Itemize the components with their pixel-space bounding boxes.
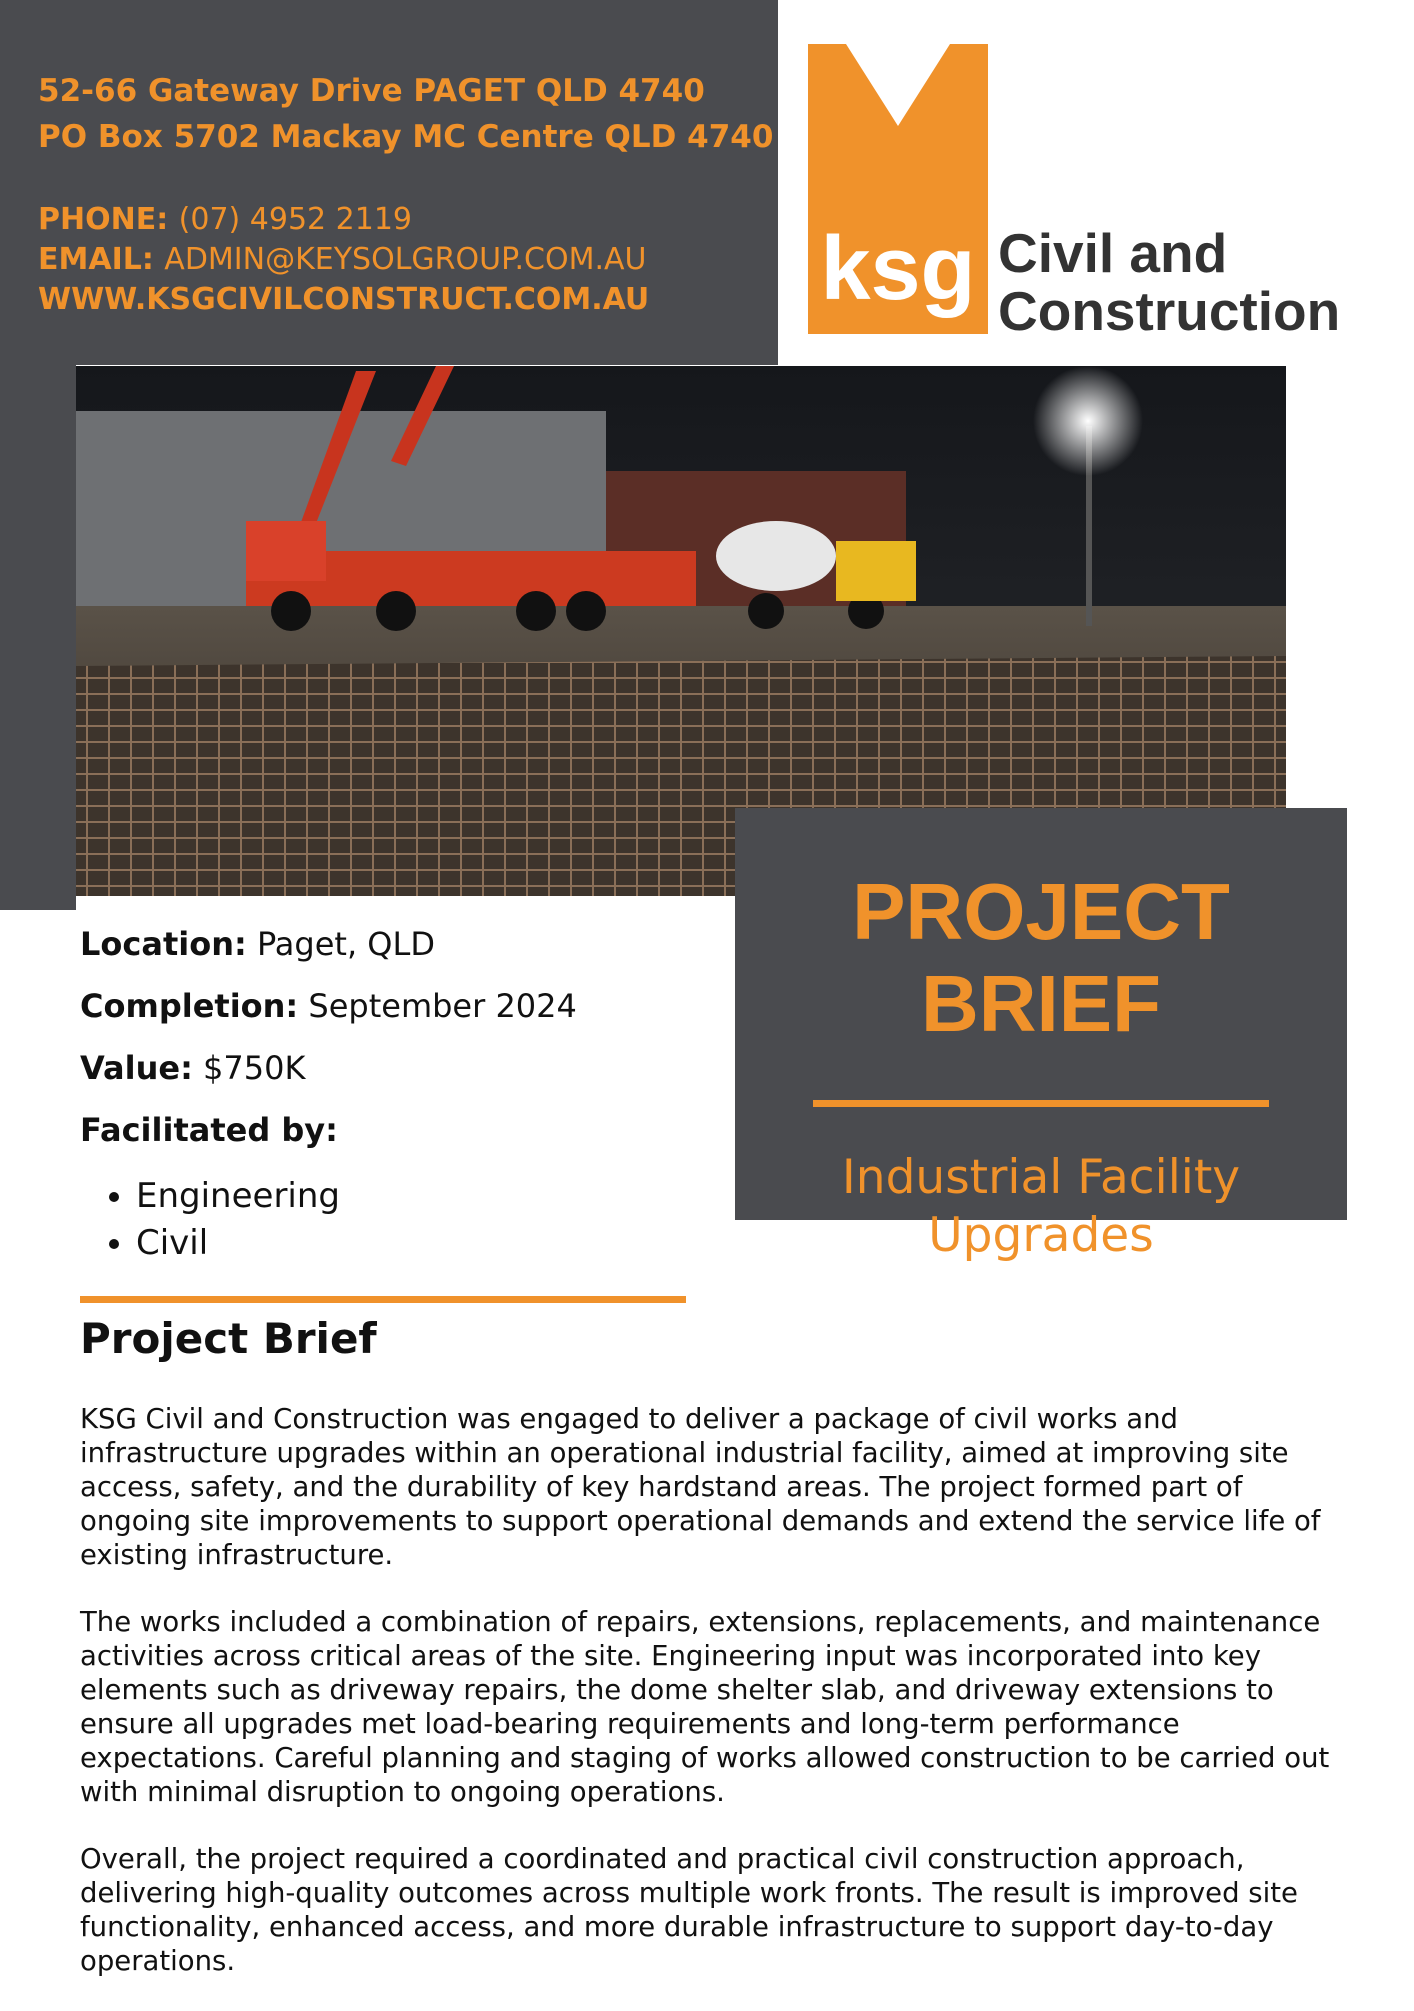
phone-label: PHONE: [38,202,169,237]
section-divider [80,1296,686,1303]
completion-label: Completion: [80,987,299,1025]
logo-line-1: Civil and [998,222,1228,284]
brief-panel-subtitle [735,1149,1347,1265]
contact-block [38,200,649,320]
list-item: • Engineering [136,1173,577,1220]
address-line-1: 52-66 Gateway Drive PAGET QLD 4740 [38,73,705,109]
website-link[interactable]: WWW.KSGCIVILCONSTRUCT.COM.AU [38,282,650,317]
email-link[interactable]: ADMIN@KEYSOLGROUP.COM.AU [164,242,647,277]
value-amount: $750K [203,1049,306,1087]
mixer-drum [716,521,836,591]
address-line-2: PO Box 5702 Mackay MC Centre QLD 4740 [38,119,774,155]
brief-panel-divider [813,1100,1269,1107]
facilitated-label: Facilitated by: [80,1111,338,1149]
paragraph: Overall, the project required a coordinated and practical civil construction approach, delivering high-quality outcomes across multiple work fronts. The result is improved site functionality, enhanced access, and more durable infrastructure to support day-to-day operations. [80,1843,1298,1977]
project-brief-heading: Project Brief [80,1314,377,1363]
flood-light [1033,366,1143,476]
project-brief-body [80,1402,1350,2011]
value-label: Value: [80,1049,193,1087]
brief-subtitle-line-2: Upgrades [928,1208,1154,1263]
left-band [0,365,76,910]
project-details [80,925,577,1267]
mixer-truck-cab [836,541,916,601]
facilitated-list [80,1173,577,1267]
brief-panel-title: PROJECT BRIEF [852,867,1230,1048]
pump-truck-cab [246,521,326,581]
location-value: Paget, QLD [256,925,435,963]
list-item: • Civil [136,1220,577,1267]
location-label: Location: [80,925,247,963]
facilitated-row [80,1111,577,1173]
phone-number[interactable]: (07) 4952 2119 [178,202,413,237]
email-label: EMAIL: [38,242,154,277]
value-row [80,1049,577,1111]
paragraph: KSG Civil and Construction was engaged to deliver a package of civil works and infrastructure upgrades within an operational industrial facility, aimed at improving site access, safety, and the durability of key hardstand areas. The project formed part of ongoing site improvements to support operational demands and extend the service life of existing infrastructure. [80,1403,1321,1571]
logo-line-2: Construction [998,280,1341,342]
address-block [38,68,773,160]
brief-subtitle-line-1: Industrial Facility [841,1150,1241,1205]
completion-row [80,987,577,1049]
paragraph: The works included a combination of repairs, extensions, replacements, and maintenance activities across critical areas of the site. Engineering input was incorporated into key elements such as driveway repairs, the dome shelter slab, and driveway extensions to ensure all upgrades met load-bearing requirements and long-term performance expectations. Careful planning and staging of works allowed construction to be carried out with minimal disruption to ongoing operations. [80,1606,1330,1808]
location-row [80,925,577,987]
completion-value: September 2024 [308,987,577,1025]
project-brief-panel [735,808,1347,1263]
logo-mark: ksg [820,219,976,319]
logo-wordmark [998,224,1340,340]
